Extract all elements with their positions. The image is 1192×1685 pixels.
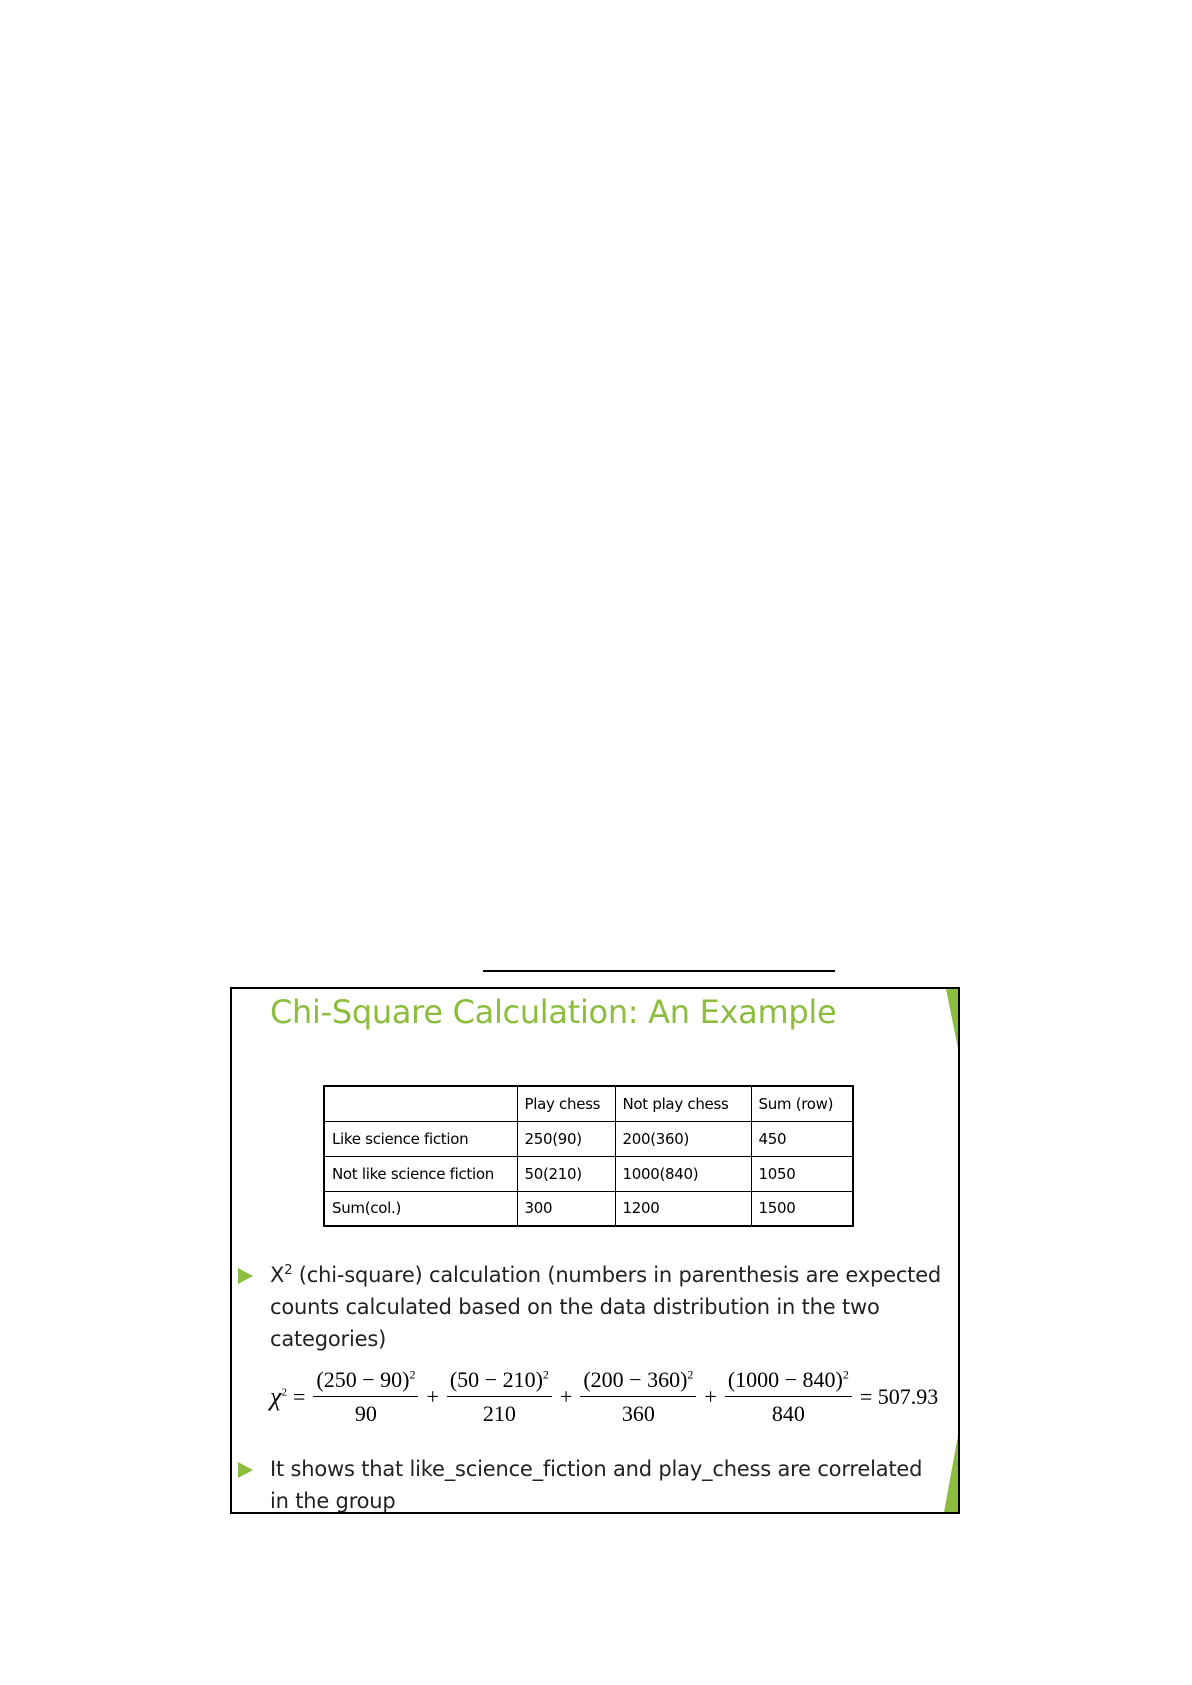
table-cell: 1000(840) <box>615 1156 751 1191</box>
bullet-line: It shows that like_science_fiction and play_chess are correlated <box>270 1457 923 1481</box>
bullet-line: counts calculated based on the data distribution in the two <box>270 1295 880 1319</box>
table-cell: 300 <box>517 1191 615 1226</box>
table-row <box>324 1121 853 1156</box>
table-cell: 1050 <box>751 1156 853 1191</box>
table-cell: 1200 <box>615 1191 751 1226</box>
table-header-row <box>324 1086 853 1121</box>
formula-term: $\frac{(1000 - 840)^2}{840}$ <box>725 1367 852 1427</box>
table-header-cell: Not play chess <box>615 1086 751 1121</box>
formula-plus: + <box>559 1384 573 1409</box>
table-cell: 50(210) <box>517 1156 615 1191</box>
bullet-arrow-icon <box>238 1462 253 1478</box>
table-cell: Sum(col.) <box>324 1191 517 1226</box>
formula-term: $\frac{(200 - 360)^2}{360}$ <box>580 1367 696 1427</box>
slide-title: Chi-Square Calculation: An Example <box>270 993 837 1031</box>
contingency-table <box>323 1085 854 1227</box>
formula-plus: + <box>704 1384 717 1409</box>
slide <box>230 987 960 1514</box>
table-cell: 250(90) <box>517 1121 615 1156</box>
bullet-line: categories) <box>270 1327 387 1351</box>
bullet-conclusion <box>238 1453 960 1514</box>
table-header-cell: Play chess <box>517 1086 615 1121</box>
table-row <box>324 1191 853 1226</box>
table-cell: 200(360) <box>615 1121 751 1156</box>
bullet-line: in the group <box>270 1489 396 1513</box>
table-cell: 1500 <box>751 1191 853 1226</box>
table-header-cell <box>324 1086 517 1121</box>
bullet-chi-square-description <box>238 1259 960 1355</box>
slide-corner-decoration <box>940 989 958 1512</box>
top-rule <box>483 970 835 972</box>
table-row <box>324 1156 853 1191</box>
table-header-cell: Sum (row) <box>751 1086 853 1121</box>
bullet-arrow-icon <box>238 1268 253 1284</box>
formula-equals: = <box>292 1384 306 1409</box>
formula-result: = 507.93 <box>859 1384 939 1409</box>
bullet-line: $X^2$ (chi-square) calculation (numbers in parenthesis are expected <box>270 1263 942 1287</box>
formula-term: $\frac{(250 - 90)^2}{90}$ <box>313 1367 418 1427</box>
formula-term: $\frac{(50 - 210)^2}{210}$ <box>447 1367 552 1427</box>
table-cell: Like science fiction <box>324 1121 517 1156</box>
table-cell: 450 <box>751 1121 853 1156</box>
chi-symbol: $\chi^2$ <box>270 1382 287 1411</box>
table-cell: Not like science fiction <box>324 1156 517 1191</box>
chi-square-formula <box>270 1363 944 1431</box>
formula-plus: + <box>426 1384 439 1409</box>
